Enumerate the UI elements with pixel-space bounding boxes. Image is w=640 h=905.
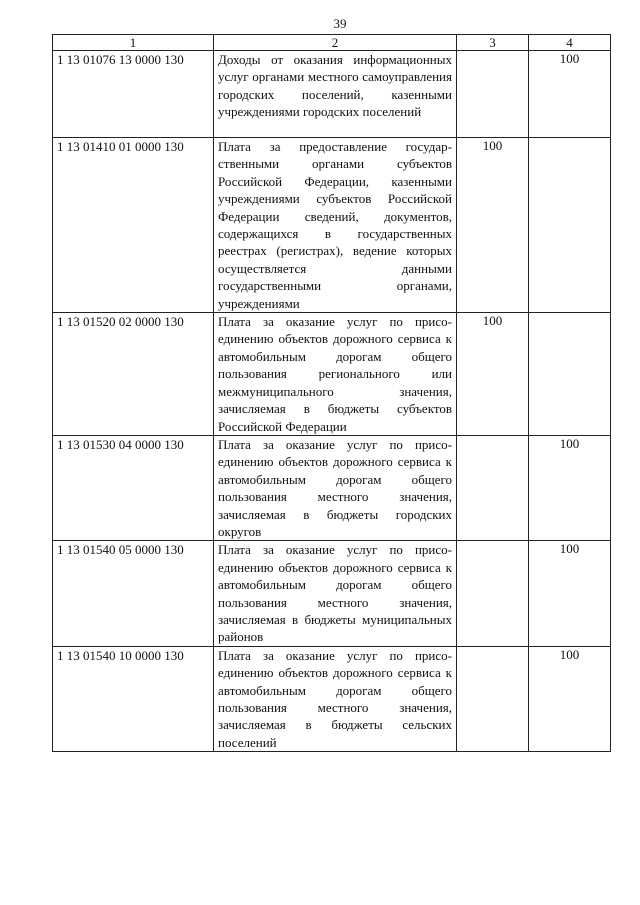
row-code: 1 13 01410 01 0000 130: [53, 138, 214, 313]
row-code: 1 13 01520 02 0000 130: [53, 313, 214, 436]
table-row: [53, 51, 611, 138]
table-row: [53, 435, 611, 540]
row-description: Плата за оказание услуг по присоединению объектов дорожного сервиса к автомобильным дорогам общего пользования регионального или межмуниципального значения, зачисляемая в бюджеты субъектов Российской Федерации: [214, 313, 457, 436]
row-value-col4: [529, 313, 611, 436]
row-value-col3: 100: [457, 138, 529, 313]
row-description: Плата за оказание услуг по присоединению объектов дорожного сервиса к автомобильным дорогам общего пользования местного значения, зачисляемая в бюджеты городских округов: [214, 435, 457, 540]
row-value-col3: [457, 435, 529, 540]
row-description: Плата за предоставление государственными органами субъектов Российской Федерации, казенными учреждениями субъектов Российской Федерации сведений, документов, содержащихся в государственных реестрах (регистрах), ведение которых осуществляется данными государственными органами, учреждениями: [214, 138, 457, 313]
row-value-col4: [529, 138, 611, 313]
table-row: [53, 541, 611, 646]
row-value-col4: 100: [529, 435, 611, 540]
row-value-col3: [457, 51, 529, 138]
row-description: Плата за оказание услуг по присоединению объектов дорожного сервиса к автомобильным дорогам общего пользования местного значения, зачисляемая в бюджеты сельских поселений: [214, 646, 457, 751]
row-description: Доходы от оказания информационных услуг органами местного самоуправления городских поселений, казенными учреждениями городских поселений: [214, 51, 457, 138]
row-description: Плата за оказание услуг по присоединению объектов дорожного сервиса к автомобильным дорогам общего пользования местного значения, зачисляемая в бюджеты муниципальных районов: [214, 541, 457, 646]
page-number: 39: [333, 16, 347, 31]
row-value-col3: [457, 646, 529, 751]
column-header-2: 2: [214, 35, 457, 51]
table-row: [53, 138, 611, 313]
row-value-col4: 100: [529, 646, 611, 751]
column-header-1: 1: [53, 35, 214, 51]
column-header-3: 3: [457, 35, 529, 51]
row-value-col3: [457, 541, 529, 646]
table-header-row: [53, 35, 611, 51]
row-code: 1 13 01530 04 0000 130: [53, 435, 214, 540]
budget-classification-table: [52, 34, 611, 752]
row-value-col4: 100: [529, 541, 611, 646]
table-row: [53, 313, 611, 436]
row-value-col3: 100: [457, 313, 529, 436]
column-header-4: 4: [529, 35, 611, 51]
row-code: 1 13 01540 10 0000 130: [53, 646, 214, 751]
table-row: [53, 646, 611, 751]
row-code: 1 13 01076 13 0000 130: [53, 51, 214, 138]
row-code: 1 13 01540 05 0000 130: [53, 541, 214, 646]
row-value-col4: 100: [529, 51, 611, 138]
